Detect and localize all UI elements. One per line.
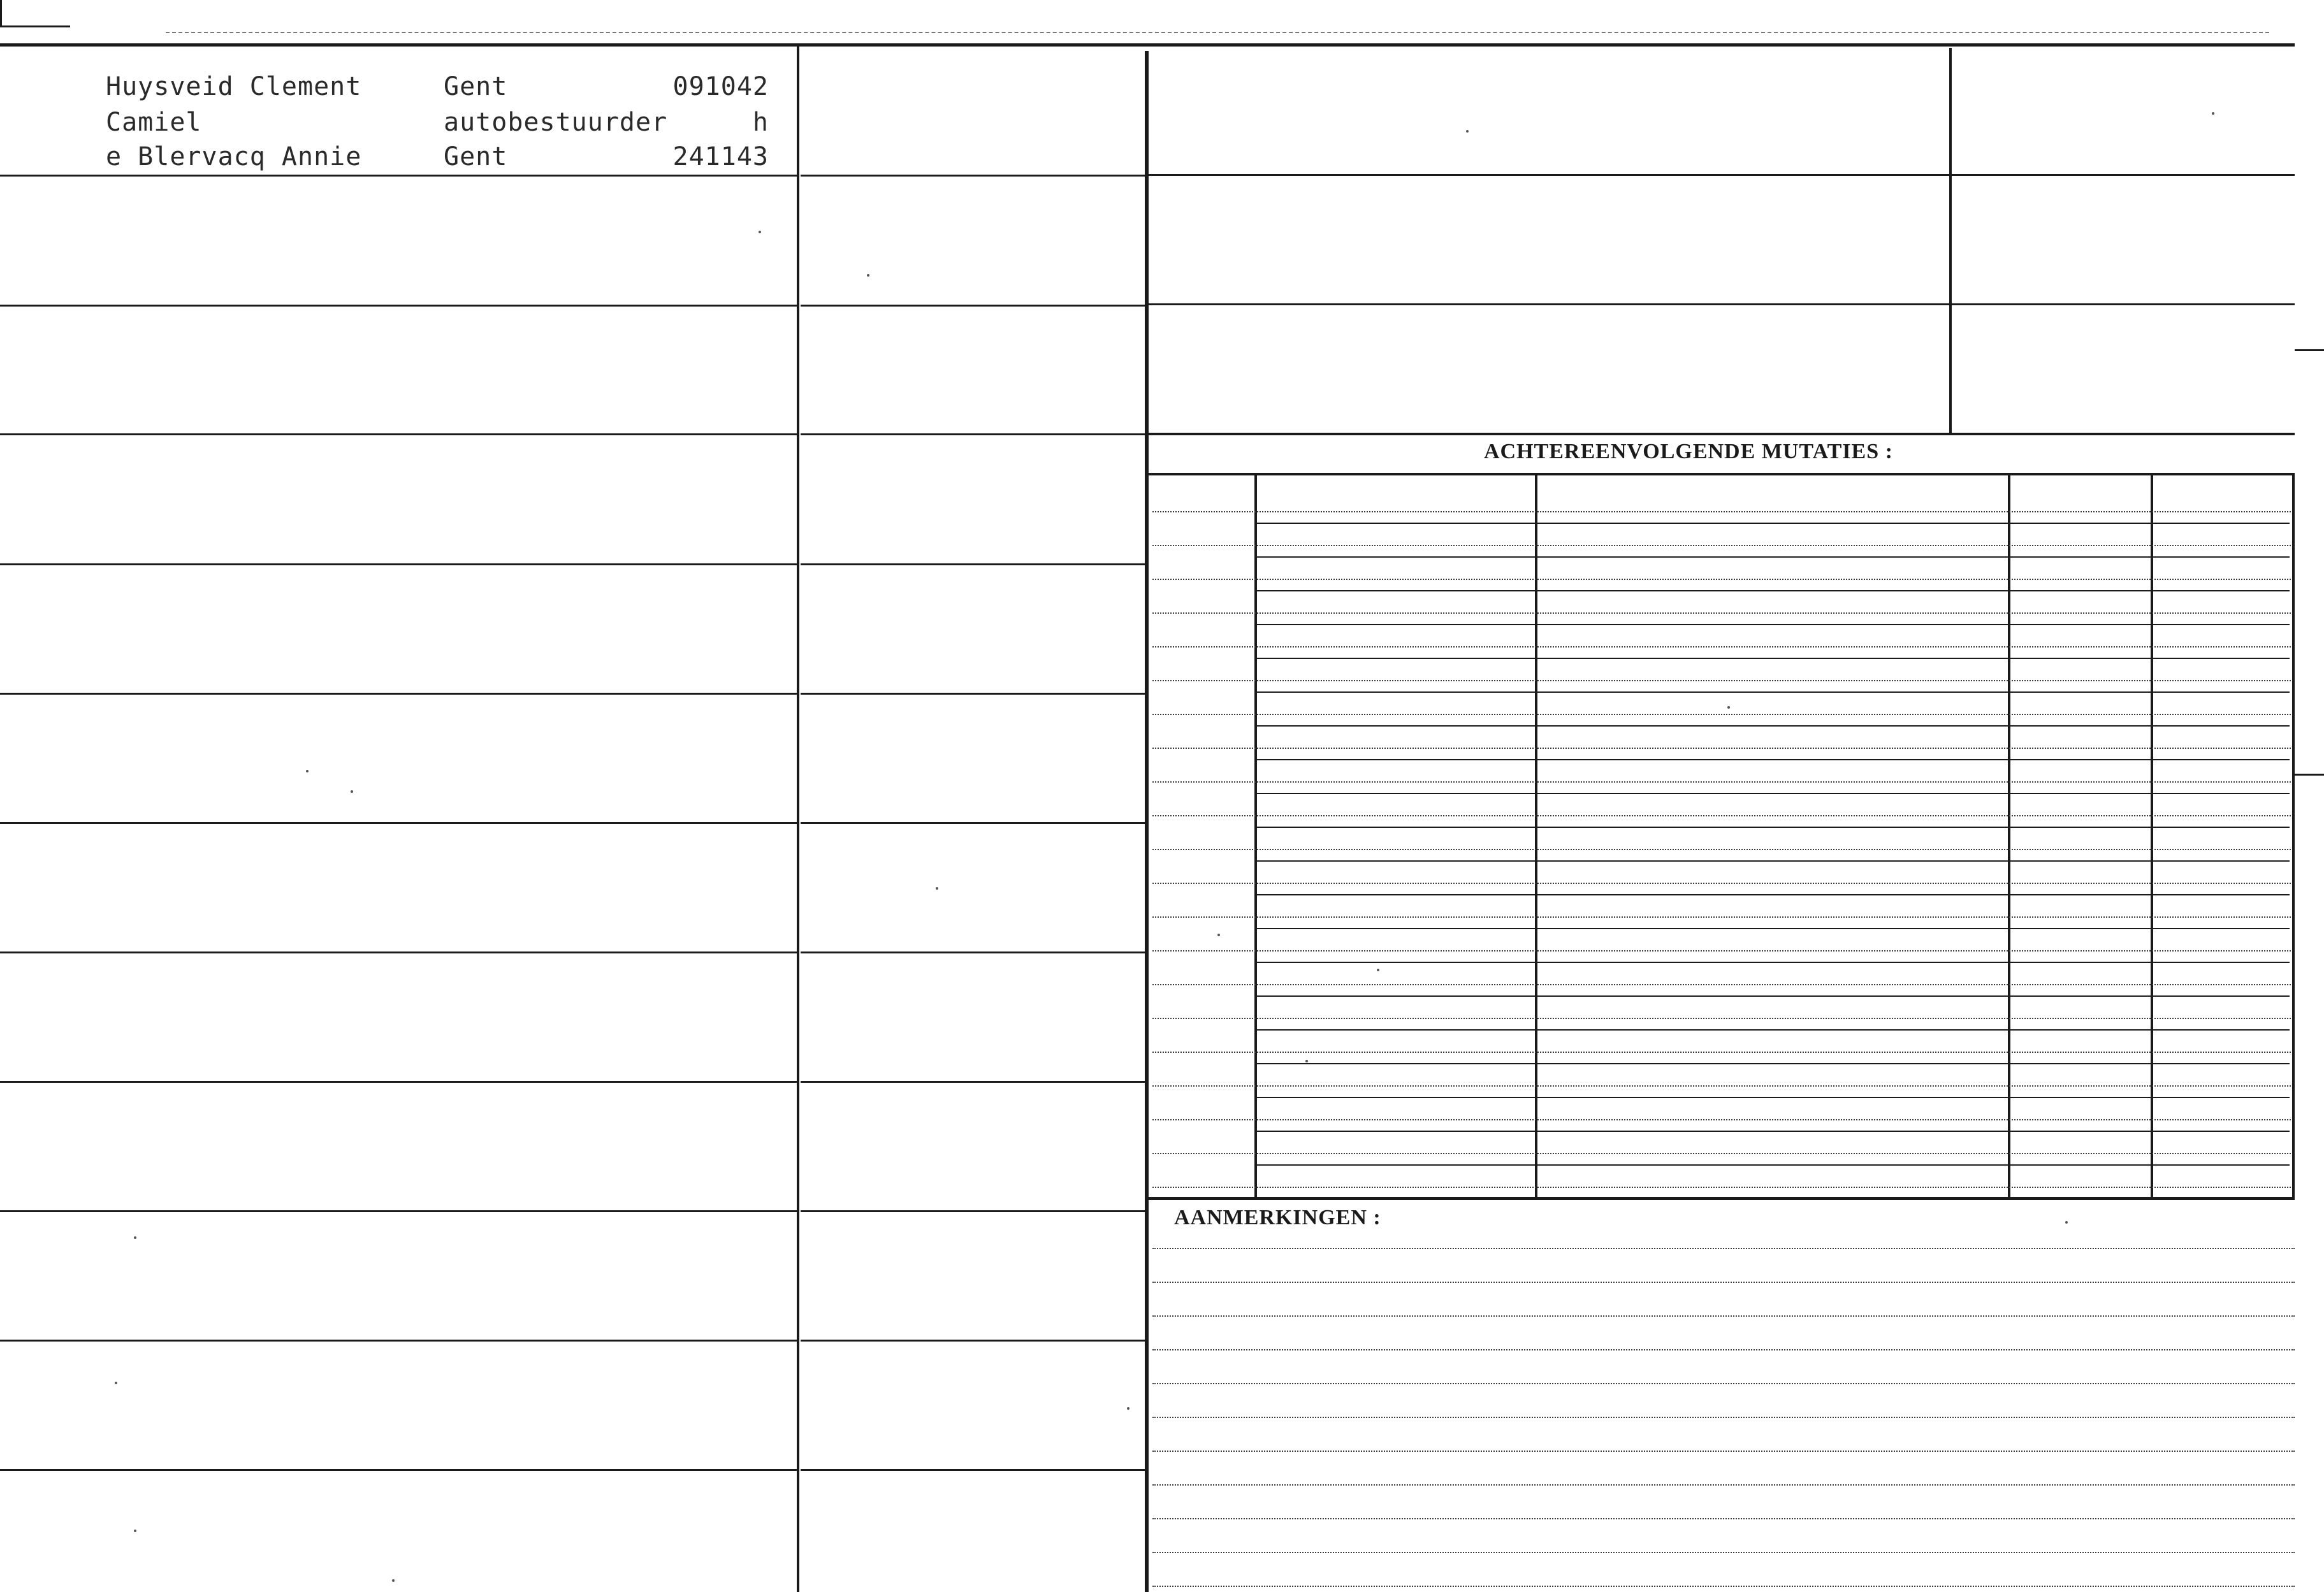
mutation-dotted-rule — [1152, 748, 2291, 749]
mutation-row-rule — [1257, 860, 2290, 862]
mutation-column-rule — [1535, 475, 1537, 1198]
mutation-dotted-rule — [1152, 849, 2291, 850]
mutation-row-rule — [1257, 962, 2290, 963]
middle-row-rule — [801, 1469, 1145, 1471]
record-line1-name: Huysveid Clement — [106, 72, 362, 101]
remark-dotted-rule — [1152, 1383, 2295, 1384]
middle-row-rule — [801, 822, 1145, 824]
left-row-rule — [0, 1210, 797, 1212]
middle-row-rule — [801, 175, 1145, 177]
right-edge-tick-1 — [2295, 349, 2324, 351]
remark-dotted-rule — [1152, 1417, 2295, 1418]
record-line3-name: e Blervacq Annie — [106, 142, 362, 171]
top-edge-line — [0, 43, 2295, 47]
scan-speck — [2212, 112, 2214, 115]
middle-row-rule — [801, 952, 1145, 953]
mutation-dotted-rule — [1152, 984, 2291, 985]
mutation-dotted-rule — [1152, 646, 2291, 648]
left-row-rule — [0, 563, 797, 565]
scan-speck — [1217, 934, 1220, 936]
mutation-dotted-rule — [1152, 1085, 2291, 1087]
mutation-dotted-rule — [1152, 545, 2291, 546]
upper-box-divider — [1949, 48, 1952, 433]
mutations-top-rule — [1149, 473, 2295, 475]
remark-dotted-rule — [1152, 1451, 2295, 1452]
mutation-dotted-rule — [1152, 916, 2291, 918]
record-line3-place: Gent — [444, 142, 508, 171]
mutation-dotted-rule — [1152, 1187, 2291, 1188]
middle-row-rule — [801, 563, 1145, 565]
left-row-rule — [0, 693, 797, 695]
mutations-heading: ACHTEREENVOLGENDE MUTATIES : — [1484, 440, 1893, 463]
record-line1-place: Gent — [444, 72, 508, 101]
left-row-rule — [0, 1469, 797, 1471]
mutation-dotted-rule — [1152, 612, 2291, 614]
scan-speck — [1466, 130, 1469, 133]
mutation-dotted-rule — [1152, 1018, 2291, 1019]
mutation-row-rule — [1257, 894, 2290, 895]
remark-dotted-rule — [1152, 1282, 2295, 1283]
upper-box-row2 — [1149, 303, 2295, 305]
remark-dotted-rule — [1152, 1518, 2295, 1519]
left-row-rule — [0, 952, 797, 953]
remarks-heading: AANMERKINGEN : — [1174, 1206, 1381, 1229]
middle-row-rule — [801, 305, 1145, 307]
scan-speck — [936, 887, 938, 890]
remark-dotted-rule — [1152, 1349, 2295, 1350]
record-line2-occupation: autobestuurder — [444, 108, 668, 137]
left-column-divider — [797, 45, 799, 1592]
remark-dotted-rule — [1152, 1552, 2295, 1553]
left-row-rule — [0, 1081, 797, 1083]
top-corner-mark — [0, 25, 70, 27]
mutation-column-rule — [1254, 475, 1257, 1198]
scan-speck — [1127, 1407, 1129, 1410]
right-edge-tick-2 — [2295, 774, 2324, 776]
mutation-row-rule — [1257, 523, 2290, 524]
mutation-dotted-rule — [1152, 511, 2291, 512]
left-row-rule — [0, 433, 797, 435]
mutation-dotted-rule — [1152, 883, 2291, 884]
record-line2-name: Camiel — [106, 108, 202, 137]
upper-box-row1 — [1149, 174, 2295, 176]
mutation-dotted-rule — [1152, 1119, 2291, 1120]
remark-dotted-rule — [1152, 1248, 2295, 1249]
top-faint-rule — [166, 32, 2269, 33]
mutation-row-rule — [1257, 995, 2290, 997]
mutation-row-rule — [1257, 1063, 2290, 1064]
mutation-dotted-rule — [1152, 1153, 2291, 1154]
remark-dotted-rule — [1152, 1586, 2295, 1587]
mutation-dotted-rule — [1152, 815, 2291, 816]
scan-speck — [115, 1382, 117, 1384]
remark-dotted-rule — [1152, 1315, 2295, 1317]
mutation-row-rule — [1257, 1131, 2290, 1132]
mutation-dotted-rule — [1152, 714, 2291, 715]
mutation-row-rule — [1257, 759, 2290, 760]
record-line3-date: 241143 — [672, 142, 769, 171]
record-line2-marker: h — [752, 108, 769, 137]
mutation-row-rule — [1257, 624, 2290, 625]
mutation-row-rule — [1257, 556, 2290, 558]
mutation-dotted-rule — [1152, 680, 2291, 681]
scan-speck — [134, 1530, 136, 1532]
mutation-row-rule — [1257, 590, 2290, 591]
left-row-rule — [0, 175, 797, 177]
remark-dotted-rule — [1152, 1484, 2295, 1486]
mutation-row-rule — [1257, 691, 2290, 693]
mutation-row-rule — [1257, 1097, 2290, 1098]
mutation-row-rule — [1257, 1198, 2290, 1199]
scan-speck — [351, 790, 353, 793]
mutation-row-rule — [1257, 793, 2290, 794]
mutation-row-rule — [1257, 1029, 2290, 1031]
mutation-dotted-rule — [1152, 579, 2291, 580]
mutation-dotted-rule — [1152, 781, 2291, 783]
mutation-row-rule — [1257, 1164, 2290, 1166]
scan-speck — [1305, 1060, 1308, 1062]
scan-speck — [867, 274, 869, 277]
scan-speck — [392, 1579, 395, 1582]
upper-box-row3 — [1149, 433, 2295, 435]
center-divider — [1145, 51, 1149, 1592]
scan-speck — [1727, 706, 1730, 709]
mutation-column-rule — [2151, 475, 2153, 1198]
middle-row-rule — [801, 1081, 1145, 1083]
mutation-column-rule — [2292, 475, 2295, 1198]
left-row-rule — [0, 1340, 797, 1342]
scan-speck — [306, 770, 309, 772]
middle-row-rule — [801, 693, 1145, 695]
mutation-row-rule — [1257, 725, 2290, 727]
record-line1-date: 091042 — [672, 72, 769, 101]
middle-row-rule — [801, 1210, 1145, 1212]
mutation-dotted-rule — [1152, 950, 2291, 952]
mutation-row-rule — [1257, 827, 2290, 828]
middle-row-rule — [801, 1340, 1145, 1342]
scan-speck — [2065, 1221, 2068, 1224]
mutation-row-rule — [1257, 658, 2290, 659]
scan-speck — [134, 1236, 136, 1239]
mutation-column-rule — [2008, 475, 2010, 1198]
top-corner-tick — [0, 0, 2, 27]
middle-row-rule — [801, 433, 1145, 435]
mutation-dotted-rule — [1152, 1052, 2291, 1053]
mutation-row-rule — [1257, 928, 2290, 929]
scan-speck — [759, 231, 761, 233]
left-row-rule — [0, 305, 797, 307]
left-row-rule — [0, 822, 797, 824]
scan-speck — [1377, 969, 1379, 971]
